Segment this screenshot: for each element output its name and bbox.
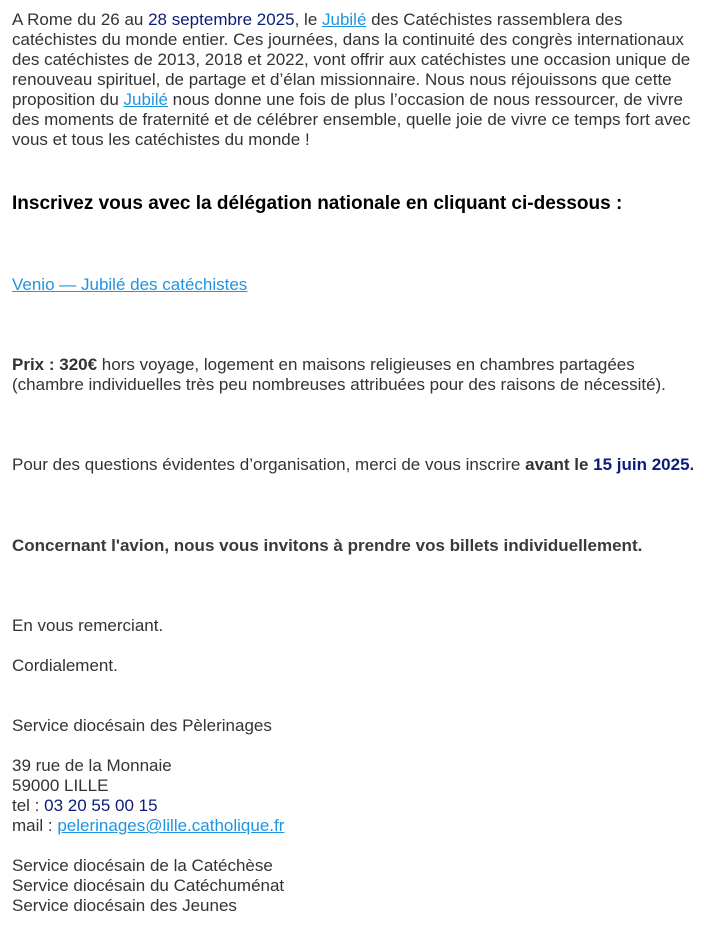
price-text: hors voyage, logement en maisons religieuses en chambres partagées (chambre individuelles très peu nombreuses attribuées pour des raisons de nécessité).	[12, 355, 666, 394]
deadline-paragraph	[12, 455, 700, 475]
closing-regards: Cordialement.	[12, 656, 118, 675]
phone-line	[12, 796, 700, 816]
related-services	[12, 856, 700, 916]
intro-text-4: nous donne une fois de plus l’occasion de nous ressourcer, de vivre des moments de fraternité et de célébrer ensemble, quelle joie de vivre ce temps fort avec vous et tous les catéchistes du monde !	[12, 90, 691, 149]
service-catechumenat: Service diocésain du Catéchuménat	[12, 876, 285, 895]
intro-text-3: des Catéchistes rassemblera des catéchistes du monde entier. Ces journées, dans la continuité des congrès internationaux des catéchistes de 2013, 2018 et 2022, vont offrir aux catéchistes une occasion unique de renouveau spirituel, de partage et d’élan missionnaire. Nous nous réjouissons que cette proposition du	[12, 10, 691, 109]
address-street: 39 rue de la Monnaie	[12, 756, 172, 775]
mail-label: mail :	[12, 816, 58, 835]
service-catechese: Service diocésain de la Catéchèse	[12, 856, 273, 875]
price-label: Prix : 320€	[12, 355, 98, 374]
deadline-bold: avant le	[525, 455, 594, 474]
register-link-row	[12, 275, 700, 295]
jubile-link-2[interactable]: Jubilé	[123, 90, 168, 109]
deadline-text: Pour des questions évidentes d’organisation, merci de vous inscrire	[12, 455, 526, 474]
signature-service: Service diocésain des Pèlerinages	[12, 716, 272, 735]
intro-text-2: , le	[294, 10, 322, 29]
deadline-date: 15 juin 2025	[593, 455, 690, 474]
email-link[interactable]: pelerinages@lille.catholique.fr	[57, 816, 285, 835]
venio-registration-link[interactable]: Venio — Jubilé des catéchistes	[12, 275, 248, 294]
register-heading: Inscrivez vous avec la délégation nationale en cliquant ci-dessous :	[12, 193, 623, 214]
event-date: 28 septembre 2025	[148, 10, 295, 29]
jubile-link[interactable]: Jubilé	[322, 10, 367, 29]
plane-note: Concernant l'avion, nous vous invitons à prendre vos billets individuellement.	[12, 536, 643, 555]
address-city: 59000 LILLE	[12, 776, 109, 795]
intro-paragraph	[12, 10, 700, 150]
phone-number[interactable]: 03 20 55 00 15	[44, 796, 158, 815]
deadline-end: .	[689, 455, 695, 474]
mail-line	[12, 816, 700, 836]
service-jeunes: Service diocésain des Jeunes	[12, 896, 237, 915]
phone-label: tel :	[12, 796, 45, 815]
intro-text-1: A Rome du 26 au	[12, 10, 149, 29]
signature-address	[12, 756, 700, 836]
price-paragraph	[12, 355, 700, 395]
closing-thanks: En vous remerciant.	[12, 616, 164, 635]
